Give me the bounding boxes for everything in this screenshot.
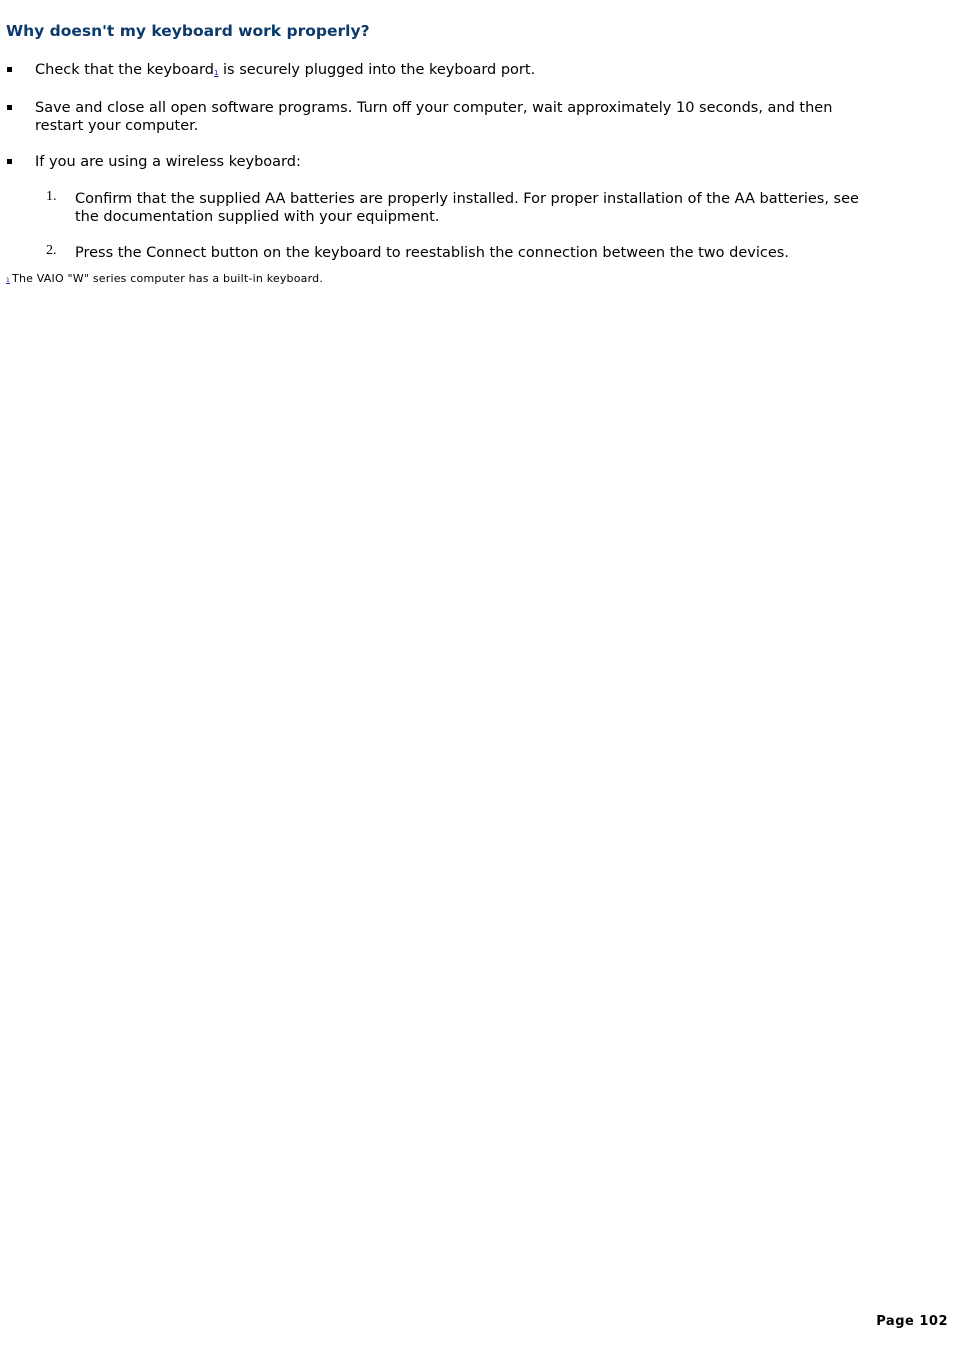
- numbered-step-2: [46, 244, 876, 262]
- square-bullet-icon: [7, 159, 12, 164]
- footnote-text: The VAIO "W" series computer has a built-in keyboard.: [12, 272, 324, 285]
- bullet-item-wireless: [6, 153, 866, 171]
- bullet-item-restart: [6, 99, 866, 135]
- step-text: Press the Connect button on the keyboard to reestablish the connection between the two devices.: [75, 245, 789, 261]
- footnote-mark-link[interactable]: 1: [6, 277, 11, 284]
- bullet-text-start: Check that the keyboard: [35, 62, 214, 78]
- footnote-reference-link[interactable]: 1: [213, 69, 219, 77]
- page-number: Page 102: [876, 1314, 948, 1329]
- bullet-item-check-keyboard: [6, 61, 866, 81]
- page-title: Why doesn't my keyboard work properly?: [6, 22, 370, 40]
- step-text: Confirm that the supplied AA batteries are properly installed. For proper installation of the AA batteries, see the documentation supplied with your equipment.: [75, 191, 859, 225]
- square-bullet-icon: [7, 67, 12, 72]
- bullet-text: If you are using a wireless keyboard:: [35, 154, 301, 170]
- step-number: 2.: [46, 243, 57, 258]
- bullet-text: [35, 61, 866, 81]
- step-number: 1.: [46, 189, 57, 204]
- square-bullet-icon: [7, 105, 12, 110]
- bullet-text: Save and close all open software programs. Turn off your computer, wait approximately 10 seconds, and then restart your computer.: [35, 100, 833, 134]
- bullet-text-end: is securely plugged into the keyboard port.: [218, 62, 536, 78]
- footnote: [6, 272, 323, 285]
- numbered-step-1: [46, 190, 876, 226]
